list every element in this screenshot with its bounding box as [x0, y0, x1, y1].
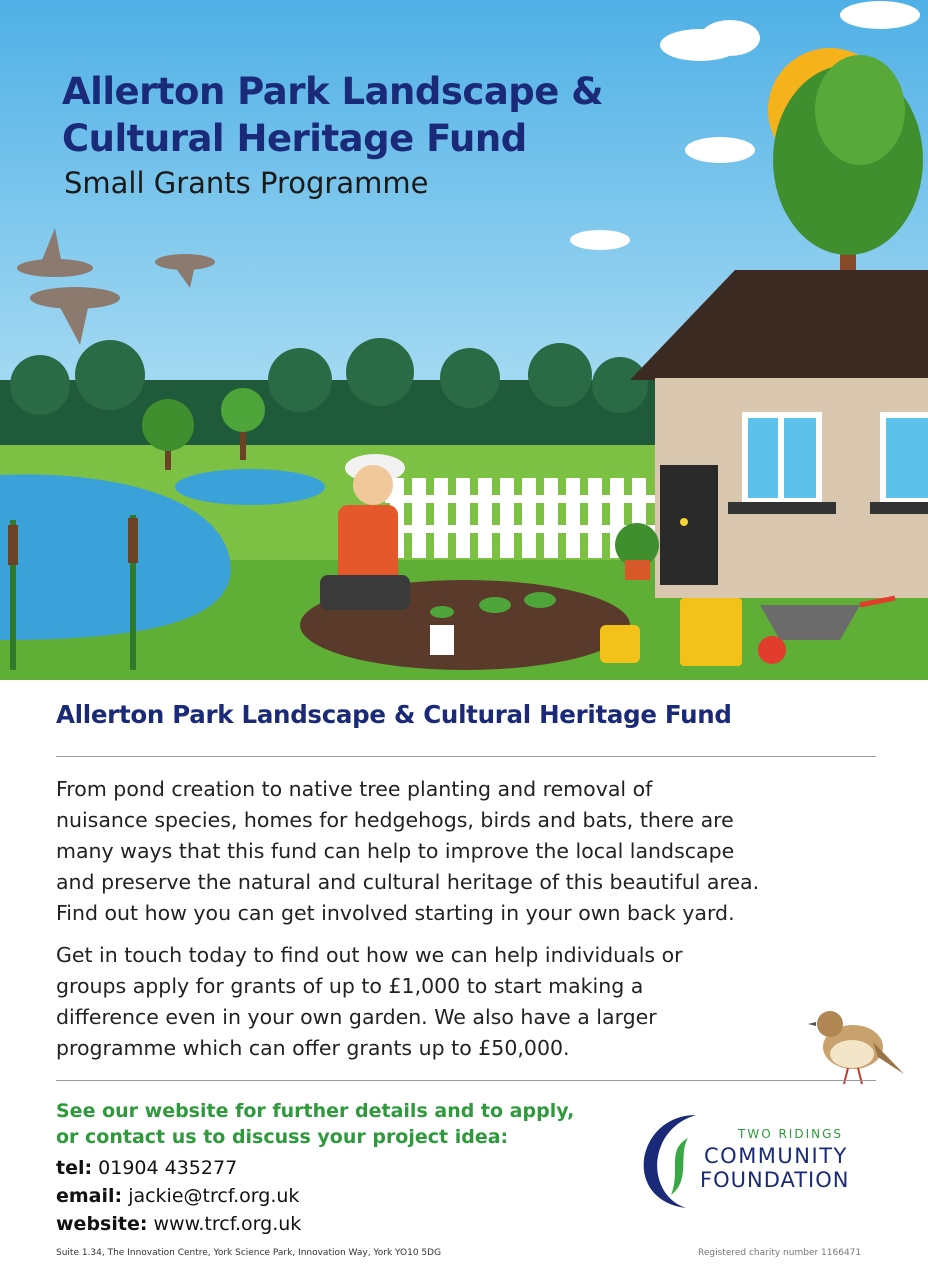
paragraph-1-line: From pond creation to native tree planting and removal of: [56, 777, 653, 801]
divider-bottom: [56, 1080, 876, 1081]
contact-lead: [56, 1098, 574, 1150]
website-line: [56, 1211, 301, 1237]
website-label: website:: [56, 1213, 148, 1235]
email-link[interactable]: jackie@trcf.org.uk: [128, 1185, 300, 1207]
tel-line: [56, 1155, 237, 1181]
divider-top: [56, 756, 876, 757]
hero-title-line2: Cultural Heritage Fund: [62, 117, 527, 160]
section-heading: Allerton Park Landscape & Cultural Heritage Fund: [56, 700, 732, 729]
logo-two-ridings: TWO RIDINGS: [738, 1127, 844, 1141]
email-label: email:: [56, 1185, 123, 1207]
paragraph-2-line: groups apply for grants of up to £1,000 to start making a: [56, 974, 644, 998]
logo-foundation: FOUNDATION: [700, 1168, 850, 1192]
hero-title-line1: Allerton Park Landscape &: [62, 70, 604, 113]
contact-lead-line2: or contact us to discuss your project idea:: [56, 1126, 509, 1148]
paragraph-2-line: Get in touch today to find out how we can help individuals or: [56, 943, 683, 967]
thrush-bird-icon: [808, 1002, 904, 1088]
contact-lead-line1: See our website for further details and to apply,: [56, 1100, 575, 1122]
small-pond: [175, 469, 325, 505]
paragraph-1-line: nuisance species, homes for hedgehogs, birds and bats, there are: [56, 808, 734, 832]
hero-subtitle: Small Grants Programme: [64, 166, 429, 200]
paragraph-1-line: and preserve the natural and cultural heritage of this beautiful area.: [56, 870, 760, 894]
compost-bag: [680, 598, 742, 666]
footer-charity-number: Registered charity number 1166471: [698, 1248, 862, 1258]
paragraph-2: [56, 940, 876, 1064]
tel-value[interactable]: 01904 435277: [98, 1157, 238, 1179]
footer-address: Suite 1.34, The Innovation Centre, York Science Park, Innovation Way, York YO10 5DG: [56, 1248, 442, 1258]
hero-title: [62, 68, 603, 162]
paragraph-2-line: programme which can offer grants up to £50,000.: [56, 1036, 570, 1060]
email-line: [56, 1183, 299, 1209]
paragraph-1-line: Find out how you can get involved starting in your own back yard.: [56, 901, 735, 925]
website-link[interactable]: www.trcf.org.uk: [153, 1213, 302, 1235]
paragraph-1-line: many ways that this fund can help to improve the local landscape: [56, 839, 735, 863]
paragraph-2-line: difference even in your own garden. We also have a larger: [56, 1005, 657, 1029]
paragraph-1: [56, 774, 876, 929]
watering-can: [600, 625, 640, 663]
tel-label: tel:: [56, 1157, 93, 1179]
logo-community: COMMUNITY: [704, 1144, 848, 1168]
